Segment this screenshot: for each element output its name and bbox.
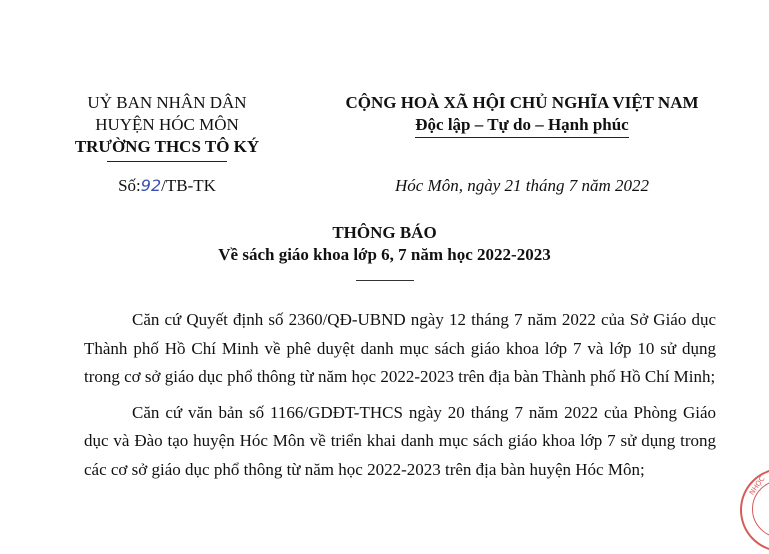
issuing-authority-header bbox=[58, 92, 276, 162]
seal-text: NHỌC bbox=[748, 474, 767, 497]
document-subtitle: Về sách giáo khoa lớp 6, 7 năm học 2022-2023 bbox=[218, 245, 551, 264]
document-title: THÔNG BÁO bbox=[332, 223, 437, 242]
official-seal-stamp bbox=[740, 468, 769, 552]
document-number bbox=[58, 175, 276, 197]
school-name: TRƯỜNG THCS TÔ KÝ bbox=[74, 137, 260, 156]
nation-name: CỘNG HOÀ XÃ HỘI CHỦ NGHĨA VIỆT NAM bbox=[345, 93, 699, 112]
national-header bbox=[322, 92, 722, 138]
handwritten-number: 92 bbox=[140, 176, 162, 195]
national-motto: Độc lập – Tự do – Hạnh phúc bbox=[415, 114, 628, 138]
authority-line-2: HUYỆN HÓC MÔN bbox=[95, 115, 239, 134]
authority-line-1: UỶ BAN NHÂN DÂN bbox=[87, 93, 247, 112]
document-body bbox=[84, 306, 716, 491]
document-number-prefix: Số: bbox=[118, 176, 141, 195]
title-divider bbox=[356, 280, 414, 281]
document-title-block bbox=[0, 222, 769, 281]
paragraph: Căn cứ văn bản số 1166/GDĐT-THCS ngày 20 tháng 7 năm 2022 của Phòng Giáo dục và Đào tạo huyện Hóc Môn về triển khai danh mục sách giáo khoa lớp 7 sử dụng trong các cơ sở giáo dục phổ thông từ năm học 2022-2023 trên địa bàn huyện Hóc Môn; bbox=[84, 402, 716, 479]
document-number-suffix: /TB-TK bbox=[161, 176, 216, 195]
paragraph: Căn cứ Quyết định số 2360/QĐ-UBND ngày 12 tháng 7 năm 2022 của Sở Giáo dục Thành phố Hồ Chí Minh về phê duyệt danh mục sách giáo khoa lớp 7 và lớp 10 sử dụng trong cơ sở giáo dục phổ thông từ năm học 2022-2023 trên địa bàn Thành phố Hồ Chí Minh; bbox=[84, 310, 716, 386]
school-name-underline bbox=[107, 161, 227, 162]
issue-date: Hóc Môn, ngày 21 tháng 7 năm 2022 bbox=[394, 176, 650, 195]
